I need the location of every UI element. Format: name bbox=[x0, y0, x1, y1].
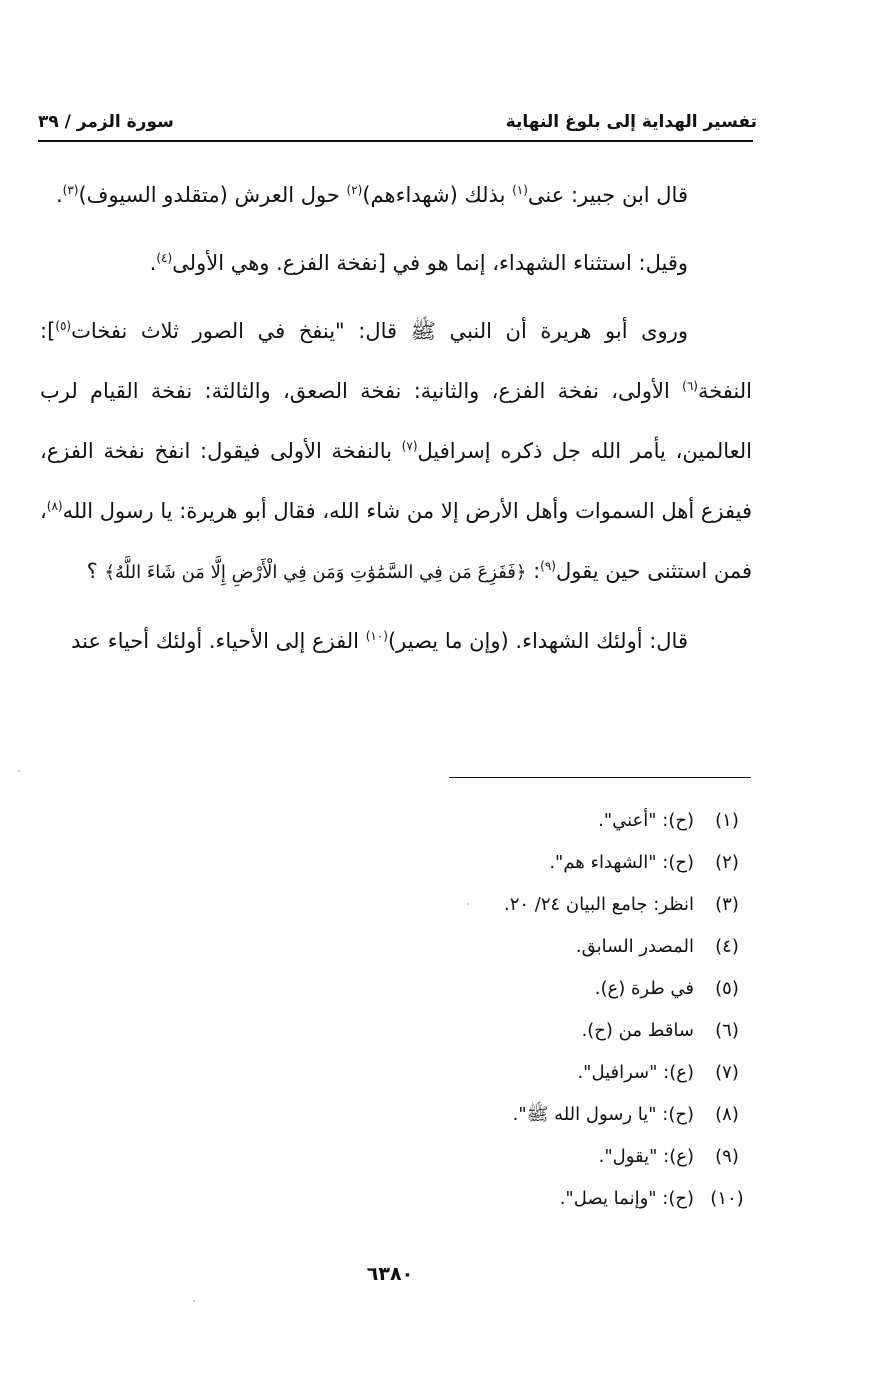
scan-speck bbox=[18, 770, 20, 772]
scan-speck bbox=[193, 1300, 195, 1302]
text-run: بالنفخة الأولى فيقول: انفخ نفخة الفزع، فيفزع أهل السموات وأهل الأرض إلا من شاء الله، فقال أبو هريرة: يا رسول الله bbox=[40, 439, 752, 523]
footnote-number: (٩) bbox=[715, 1146, 739, 1167]
paragraph-4 bbox=[40, 611, 752, 671]
text-run: ، فمن استثنى حين يقول bbox=[40, 499, 752, 583]
footnote-text: (ح): "الشهداء هم". bbox=[549, 852, 694, 873]
main-text bbox=[40, 165, 752, 671]
footnote-text: (ح): "أعني". bbox=[598, 810, 694, 831]
footnote-item bbox=[250, 800, 750, 842]
footnote-ref: (٨) bbox=[46, 499, 63, 513]
footnote-item bbox=[250, 1010, 750, 1052]
text-run: وروى أبو هريرة أن النبي ﷺ قال: "ينفخ في الصور ثلاث نفخات bbox=[71, 319, 688, 343]
footnote-item bbox=[250, 926, 750, 968]
text-run: بذلك (شهداءهم) bbox=[362, 183, 513, 207]
text-run: حول العرش (متقلدو السيوف) bbox=[78, 183, 347, 207]
footnote-ref: (٢) bbox=[346, 183, 363, 197]
footnote-number: (٧) bbox=[715, 1062, 739, 1083]
text-run: : bbox=[526, 559, 541, 583]
text-run: . bbox=[149, 251, 157, 275]
text-run: وقيل: استثناء الشهداء، إنما هو في [نفخة الفزع. وهي الأولى bbox=[172, 251, 688, 275]
footnote-number: (١٠) bbox=[710, 1188, 744, 1209]
footnote-ref: (٦) bbox=[682, 379, 698, 393]
text-run: الأولى، نفخة الفزع، والثانية: نفخة الصعق، والثالثة: نفخة القيام لرب العالمين، يأمر الله جل ذكره إسرافيل bbox=[40, 379, 752, 463]
footnote-separator bbox=[449, 777, 751, 778]
footnote-text: المصدر السابق. bbox=[575, 936, 694, 957]
footnote-ref: (٣) bbox=[62, 183, 79, 197]
footnote-item bbox=[250, 1178, 750, 1220]
text-run: . bbox=[55, 183, 63, 207]
text-run: الفزع إلى الأحياء. أولئك أحياء عند bbox=[71, 629, 366, 653]
footnote-item bbox=[250, 884, 750, 926]
footnote-item bbox=[250, 1136, 750, 1178]
footnote-text: (ح): "وإنما يصل". bbox=[559, 1188, 694, 1209]
book-title: تفسير الهداية إلى بلوغ النهاية bbox=[505, 112, 757, 132]
footnote-ref: (١) bbox=[512, 183, 528, 197]
scan-speck bbox=[467, 903, 469, 905]
paragraph-3 bbox=[40, 301, 752, 603]
footnote-text: انظر: جامع البيان ٢٤/ ٢٠. bbox=[503, 894, 694, 915]
text-run: ]: النفخة bbox=[40, 319, 752, 403]
header-rule bbox=[38, 140, 753, 142]
footnote-number: (٥) bbox=[715, 978, 739, 999]
text-run: قال ابن جبير: عنى bbox=[527, 183, 688, 207]
footnotes-list bbox=[250, 800, 750, 1220]
text-run: قال: أولئك الشهداء. (وإن ما يصير) bbox=[387, 629, 688, 653]
page-number: ٦٣٨٠ bbox=[366, 1263, 414, 1285]
footnote-text: في طرة (ع). bbox=[594, 978, 694, 999]
footnote-item bbox=[250, 1052, 750, 1094]
footnote-number: (٤) bbox=[715, 936, 739, 957]
footnote-item bbox=[250, 968, 750, 1010]
footnote-number: (٦) bbox=[715, 1020, 739, 1041]
paragraph-2 bbox=[40, 233, 752, 293]
surah-label: سورة الزمر / ٣٩ bbox=[38, 112, 174, 132]
footnote-ref: (١٠) bbox=[365, 629, 388, 643]
quran-verse: ﴿فَفَزِعَ مَن فِي السَّمَٰوَٰتِ وَمَن فِي الْأَرْضِ إِلَّا مَن شَاءَ اللَّهُ﴾ bbox=[104, 562, 527, 583]
footnote-ref: (٥) bbox=[55, 319, 72, 333]
footnote-number: (٢) bbox=[715, 852, 739, 873]
footnote-item bbox=[250, 842, 750, 884]
footnote-number: (٣) bbox=[715, 894, 739, 915]
footnote-number: (٨) bbox=[715, 1104, 739, 1125]
footnote-ref: (٧) bbox=[401, 439, 418, 453]
footnote-text: (ع): "سرافيل". bbox=[577, 1062, 694, 1083]
text-run: ؟ bbox=[86, 559, 105, 583]
running-header bbox=[38, 96, 757, 132]
footnote-number: (١) bbox=[715, 810, 739, 831]
footnote-text: (ع): "يقول". bbox=[598, 1146, 694, 1167]
footnote-ref: (٤) bbox=[156, 251, 173, 265]
footnote-ref: (٩) bbox=[540, 559, 556, 573]
paragraph-1 bbox=[40, 165, 752, 225]
footnote-text: (ح): "يا رسول الله ﷺ". bbox=[512, 1104, 694, 1125]
footnote-text: ساقط من (ح). bbox=[581, 1020, 694, 1041]
footnote-item bbox=[250, 1094, 750, 1136]
